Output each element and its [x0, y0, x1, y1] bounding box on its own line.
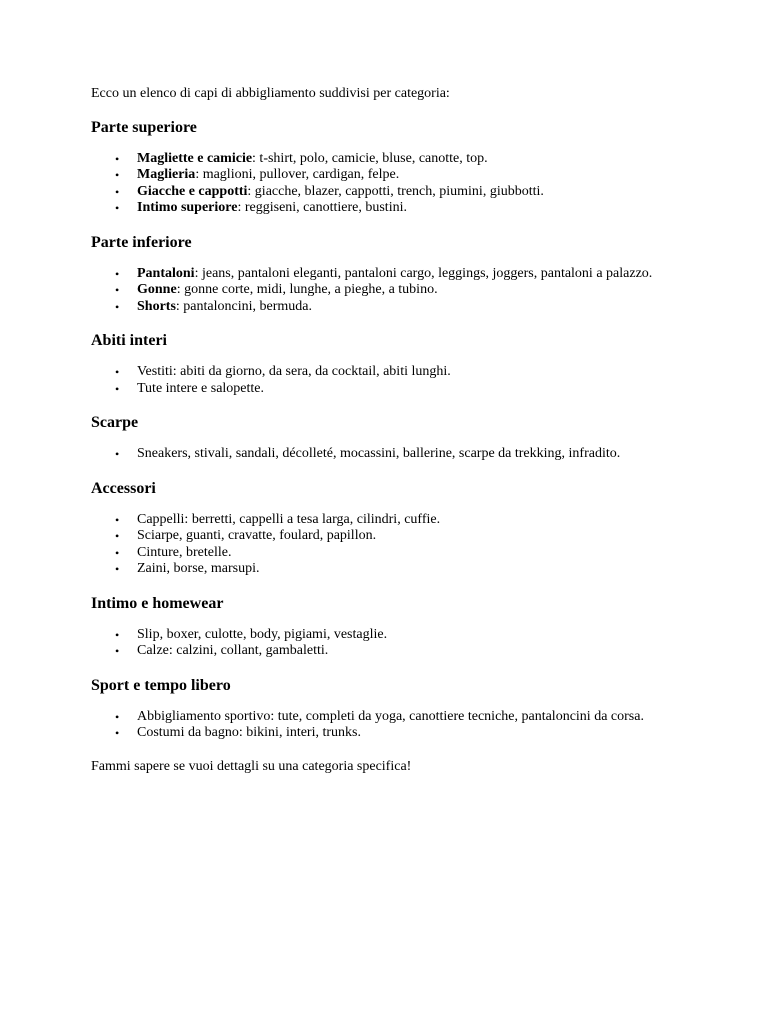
item-text: : gonne corte, midi, lunghe, a pieghe, a tubino.	[176, 282, 438, 297]
bullet-icon: •	[115, 447, 120, 461]
item-term: Shorts	[137, 298, 176, 314]
item-term: Giacche e cappotti	[137, 183, 248, 199]
bullet-icon: •	[115, 562, 120, 576]
bullet-list	[91, 627, 691, 660]
item-text: Sneakers, stivali, sandali, décolleté, mocassini, ballerine, scarpe da trekking, infradito.	[137, 446, 621, 461]
bullet-list	[91, 446, 691, 463]
item-term: Gonne	[137, 282, 177, 297]
bullet-icon: •	[115, 299, 120, 314]
list-item	[91, 381, 691, 398]
bullet-icon: •	[115, 283, 120, 297]
bullet-icon: •	[115, 201, 120, 215]
section-heading: Parte inferiore	[91, 233, 192, 251]
bullet-icon: •	[115, 168, 120, 182]
list-item	[91, 709, 691, 726]
item-text: Vestiti: abiti da giorno, da sera, da cocktail, abiti lunghi.	[137, 364, 451, 379]
document-body	[91, 86, 691, 775]
item-text: : maglioni, pullover, cardigan, felpe.	[195, 167, 400, 182]
bullet-icon: •	[115, 627, 120, 642]
bullet-icon: •	[115, 266, 120, 281]
item-text: Abbigliamento sportivo: tute, completi da yoga, canottiere tecniche, pantaloncini da corsa.	[137, 708, 644, 724]
list-item	[91, 561, 691, 578]
bullet-icon: •	[115, 151, 120, 166]
section-heading: Sport e tempo libero	[91, 676, 231, 694]
bullet-icon: •	[115, 726, 120, 740]
list-item	[91, 512, 691, 529]
bullet-icon: •	[115, 529, 120, 543]
sections-container	[91, 119, 691, 742]
bullet-icon: •	[115, 709, 120, 724]
item-text: Zaini, borse, marsupi.	[137, 561, 260, 576]
list-item	[91, 200, 691, 217]
list-item	[91, 643, 691, 660]
list-item	[91, 151, 691, 168]
bullet-icon: •	[115, 644, 120, 658]
list-item	[91, 299, 691, 316]
item-text: Cinture, bretelle.	[137, 544, 232, 560]
bullet-list	[91, 709, 691, 742]
section-heading: Intimo e homewear	[91, 594, 224, 612]
list-item	[91, 627, 691, 644]
item-text: Tute intere e salopette.	[137, 380, 265, 396]
item-term: Pantaloni	[137, 265, 195, 281]
item-term: Maglieria	[137, 167, 196, 182]
item-text: Slip, boxer, culotte, body, pigiami, vestaglie.	[137, 626, 388, 642]
item-text: Calze: calzini, collant, gambaletti.	[137, 643, 329, 658]
item-text: : pantaloncini, bermuda.	[175, 298, 312, 314]
item-term: Magliette e camicie	[137, 150, 253, 166]
bullet-icon: •	[115, 545, 120, 560]
list-item	[91, 446, 691, 463]
bullet-icon: •	[115, 184, 120, 199]
item-text: Sciarpe, guanti, cravatte, foulard, papillon.	[137, 528, 377, 543]
list-item	[91, 266, 691, 283]
item-text: : reggiseni, canottiere, bustini.	[237, 200, 407, 215]
bullet-icon: •	[115, 365, 120, 379]
item-term: Intimo superiore	[137, 200, 238, 215]
list-item	[91, 528, 691, 545]
bullet-list	[91, 364, 691, 397]
section-heading: Parte superiore	[91, 118, 197, 136]
bullet-icon: •	[115, 381, 120, 396]
item-text: Costumi da bagno: bikini, interi, trunks.	[137, 725, 361, 740]
list-item	[91, 364, 691, 381]
item-text: : jeans, pantaloni eleganti, pantaloni cargo, leggings, joggers, pantaloni a palazzo.	[194, 265, 653, 281]
bullet-list	[91, 266, 691, 316]
list-item	[91, 545, 691, 562]
item-text: : t-shirt, polo, camicie, bluse, canotte, top.	[252, 150, 488, 166]
list-item	[91, 184, 691, 201]
outro-text: Fammi sapere se vuoi dettagli su una categoria specifica!	[91, 758, 412, 774]
list-item	[91, 725, 691, 742]
section-heading: Abiti interi	[91, 332, 167, 349]
intro-text: Ecco un elenco di capi di abbigliamento suddivisi per categoria:	[91, 86, 450, 101]
bullet-list	[91, 512, 691, 578]
section-heading: Accessori	[91, 479, 156, 497]
list-item	[91, 282, 691, 299]
item-text: Cappelli: berretti, cappelli a tesa larga, cilindri, cuffie.	[137, 511, 441, 527]
list-item	[91, 167, 691, 184]
bullet-icon: •	[115, 512, 120, 527]
item-text: : giacche, blazer, cappotti, trench, piumini, giubbotti.	[247, 183, 544, 199]
bullet-list	[91, 151, 691, 217]
section-heading: Scarpe	[91, 414, 139, 431]
